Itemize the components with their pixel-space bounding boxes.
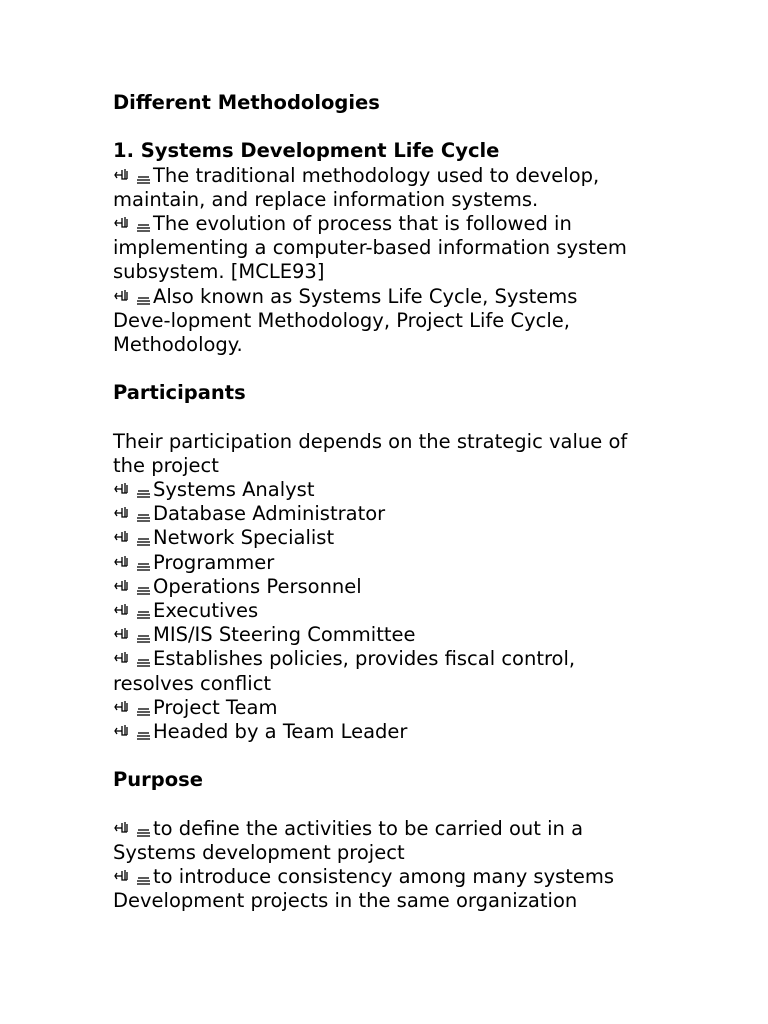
section-heading-sdlc: 1. Systems Development Life Cycle — [113, 139, 500, 163]
spacer — [113, 115, 673, 139]
line-text: to define the activities to be carried out in a — [153, 816, 584, 840]
line-text: maintain, and replace information systems. — [113, 187, 539, 211]
bullet-line — [113, 478, 673, 502]
pointing-hand-bullet-icon — [113, 213, 153, 233]
text-line — [113, 841, 673, 865]
line-text: Operations Personnel — [153, 574, 362, 598]
section-heading-participants: Participants — [113, 381, 246, 405]
line-text: resolves conflict — [113, 671, 272, 695]
bullet-line — [113, 623, 673, 647]
bullet-line — [113, 817, 673, 841]
bullet-line — [113, 865, 673, 889]
intro-line: the project — [113, 453, 219, 477]
text-line — [113, 672, 673, 696]
spacer — [113, 357, 673, 381]
pointing-hand-bullet-icon — [113, 697, 153, 717]
line-text: to introduce consistency among many systems — [153, 865, 615, 888]
bullet-line — [113, 696, 673, 720]
bullet-line — [113, 502, 673, 526]
pointing-hand-bullet-icon — [113, 503, 153, 523]
bullet-line — [113, 599, 673, 623]
pointing-hand-bullet-icon — [113, 648, 153, 668]
line-text: Headed by a Team Leader — [153, 719, 408, 743]
bullet-line — [113, 647, 673, 671]
spacer — [113, 744, 673, 768]
pointing-hand-bullet-icon — [113, 818, 153, 838]
text-line — [113, 309, 673, 333]
line-text: Network Specialist — [153, 526, 335, 550]
line-text: Database Administrator — [153, 502, 386, 526]
line-text: Development projects in the same organization — [113, 889, 578, 913]
bullet-line — [113, 575, 673, 599]
pointing-hand-bullet-icon — [113, 600, 153, 620]
line-text: Deve-lopment Methodology, Project Life Cycle, — [113, 308, 570, 332]
text-line — [113, 333, 673, 357]
intro-line: Their participation depends on the strategic value of — [113, 429, 628, 453]
bullet-line — [113, 285, 673, 309]
line-text: Programmer — [153, 550, 275, 574]
pointing-hand-bullet-icon — [113, 286, 153, 306]
pointing-hand-bullet-icon — [113, 624, 153, 644]
line-text: Systems Analyst — [153, 478, 315, 501]
spacer — [113, 405, 673, 429]
line-text: Systems development project — [113, 840, 405, 864]
spacer — [113, 792, 673, 816]
pointing-hand-bullet-icon — [113, 552, 153, 572]
text-line — [113, 260, 673, 284]
line-text: Establishes policies, provides fiscal control, — [153, 647, 576, 671]
bullet-line — [113, 164, 673, 188]
text-line — [113, 236, 673, 260]
bullet-line — [113, 212, 673, 236]
pointing-hand-bullet-icon — [113, 479, 153, 499]
line-text: Project Team — [153, 695, 278, 719]
document-page — [113, 91, 673, 913]
line-text: subsystem. [MCLE93] — [113, 260, 325, 284]
pointing-hand-bullet-icon — [113, 527, 153, 547]
text-line — [113, 889, 673, 913]
section-heading-purpose: Purpose — [113, 768, 203, 792]
document-title: Different Methodologies — [113, 91, 380, 114]
line-text: The evolution of process that is followed in — [153, 211, 572, 235]
line-text: implementing a computer-based information system — [113, 236, 627, 260]
line-text: Methodology. — [113, 332, 243, 356]
pointing-hand-bullet-icon — [113, 721, 153, 741]
pointing-hand-bullet-icon — [113, 165, 153, 185]
pointing-hand-bullet-icon — [113, 576, 153, 596]
bullet-line — [113, 720, 673, 744]
bullet-line — [113, 551, 673, 575]
line-text: MIS/IS Steering Committee — [153, 623, 416, 647]
pointing-hand-bullet-icon — [113, 866, 153, 886]
text-line — [113, 188, 673, 212]
line-text: Executives — [153, 598, 259, 622]
bullet-line — [113, 526, 673, 550]
line-text: The traditional methodology used to develop, — [153, 163, 600, 187]
line-text: Also known as Systems Life Cycle, Systems — [153, 284, 578, 308]
